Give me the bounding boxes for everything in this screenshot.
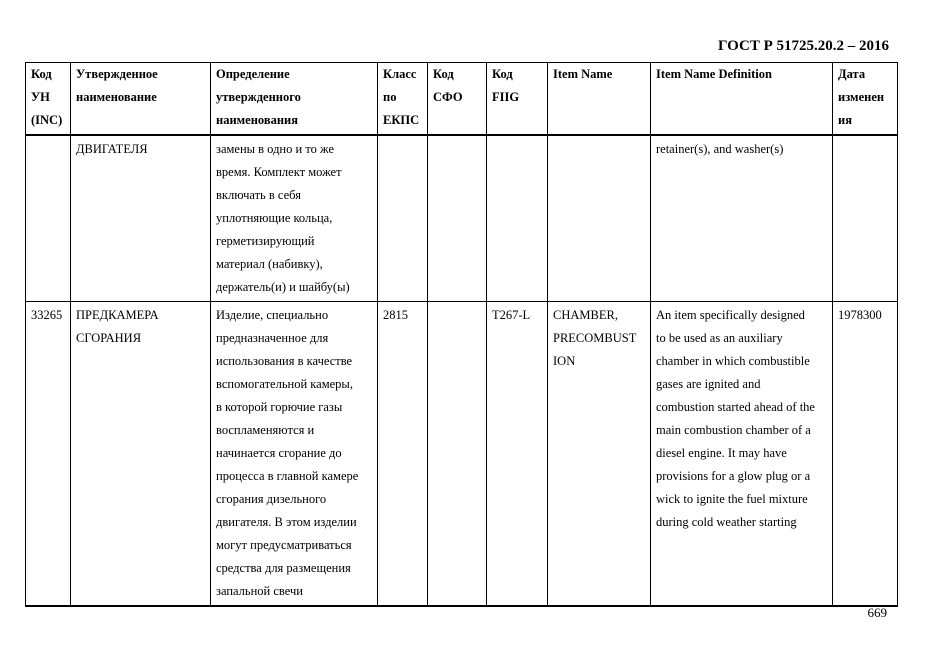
cell-item-definition: retainer(s), and washer(s) (651, 135, 833, 302)
cell-approved-name: ДВИГАТЕЛЯ (71, 135, 211, 302)
table-row (26, 135, 898, 302)
standard-designation: ГОСТ Р 51725.20.2 – 2016 (717, 38, 889, 54)
cell-class: 2815 (378, 302, 428, 607)
cell-sfo (428, 302, 487, 607)
header-inc: Код УН (INC) (26, 63, 71, 136)
cell-change-date: 1978300 (833, 302, 898, 607)
cell-definition: замены в одно и то же время. Комплект может включать в себя уплотняющие кольца, герметизирующий материал (набивку), держатель(и) и шайбу(ы) (211, 135, 378, 302)
header-item-definition: Item Name Definition (651, 63, 833, 136)
header-definition: Определение утвержденного наименования (211, 63, 378, 136)
header-row (26, 63, 898, 136)
cell-definition: Изделие, специально предназначенное для использования в качестве вспомогательной камеры, в которой горючие газы воспламеняются и начинается сгорание до процесса в главной камере сгорания дизельного двигателя. В этом изделии могут предусматриваться средства для размещения запальной свечи (211, 302, 378, 607)
header-approved-name: Утвержденное наименование (71, 63, 211, 136)
header-fiig: Код FIIG (487, 63, 548, 136)
header-item-name: Item Name (548, 63, 651, 136)
cell-sfo (428, 135, 487, 302)
header-sfo: Код СФО (428, 63, 487, 136)
cell-approved-name: ПРЕДКАМЕРА СГОРАНИЯ (71, 302, 211, 607)
cell-fiig: T267-L (487, 302, 548, 607)
catalog-table (25, 62, 898, 607)
page-number: 669 (867, 605, 887, 620)
header-change-date: Дата изменен ия (833, 63, 898, 136)
cell-class (378, 135, 428, 302)
cell-inc: 33265 (26, 302, 71, 607)
cell-inc (26, 135, 71, 302)
cell-item-name: CHAMBER, PRECOMBUST ION (548, 302, 651, 607)
table-row (26, 302, 898, 607)
cell-item-name (548, 135, 651, 302)
header-class: Класс по ЕКПС (378, 63, 428, 136)
cell-item-definition: An item specifically designed to be used as an auxiliary chamber in which combustible gases are ignited and combustion started ahead of the main combustion chamber of a diesel engine. It may have provisions for a glow plug or a wick to ignite the fuel mixture during cold weather starting (651, 302, 833, 607)
cell-change-date (833, 135, 898, 302)
cell-fiig (487, 135, 548, 302)
